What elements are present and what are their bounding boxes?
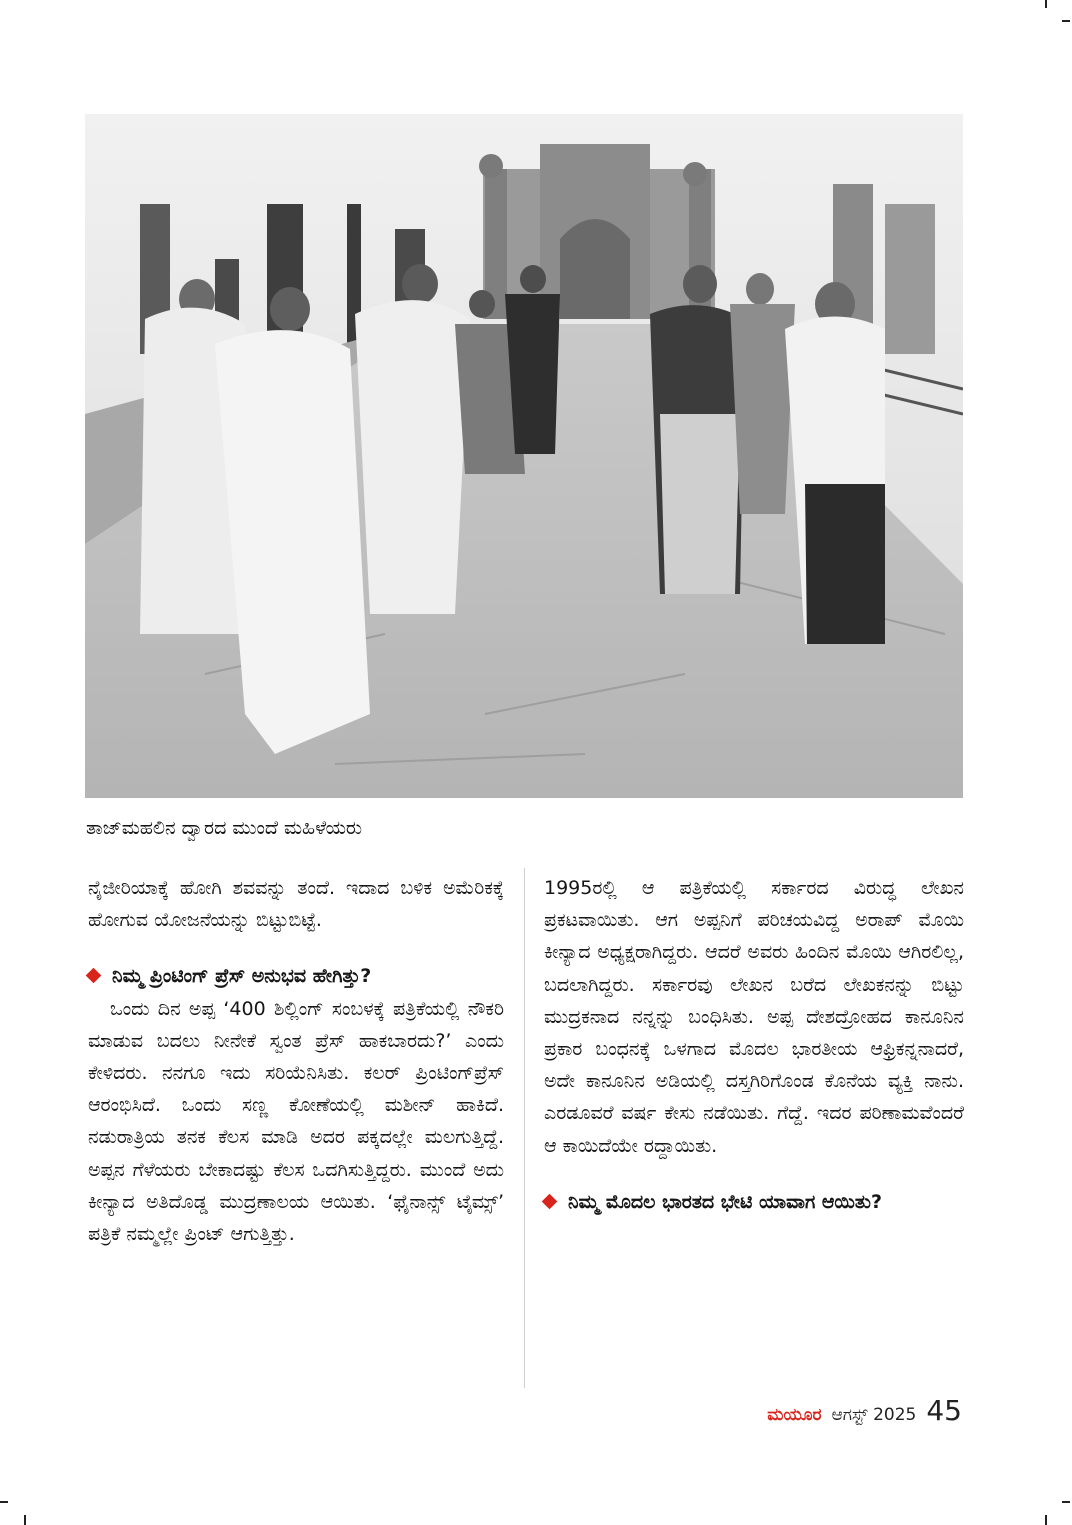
crop-mark	[1045, 0, 1047, 8]
article-column-left	[88, 872, 504, 1250]
question-text: ನಿಮ್ಮ ಪ್ರಿಂಟಿಂಗ್ ಪ್ರೆಸ್ ಅನುಭವ ಹೇಗಿತ್ತು?	[112, 965, 372, 988]
crop-mark	[1062, 20, 1070, 22]
page-number: 45	[926, 1394, 962, 1427]
crop-mark	[1045, 1515, 1047, 1525]
photo-caption: ತಾಜ್‌ಮಹಲಿನ ದ್ವಾರದ ಮುಂದೆ ಮಹಿಳೆಯರು	[86, 817, 363, 839]
paragraph: 1995ರಲ್ಲಿ ಆ ಪತ್ರಿಕೆಯಲ್ಲಿ ಸರ್ಕಾರದ ವಿರುದ್ಧ ಲೇಖನ ಪ್ರಕಟವಾಯಿತು. ಆಗ ಅಪ್ಪನಿಗೆ ಪರಿಚಯವಿದ್ದ ಅರಾಪ್ ಮೊಯಿ ಕೀನ್ಯಾದ ಅಧ್ಯಕ್ಷರಾಗಿದ್ದರು. ಆದರೆ ಅವರು ಹಿಂದಿನ ಮೊಯಿ ಆಗಿರಲಿಲ್ಲ, ಬದಲಾಗಿದ್ದರು. ಸರ್ಕಾರವು ಲೇಖನ ಬರೆದ ಲೇಖಕನನ್ನು ಬಿಟ್ಟು ಮುದ್ರಕನಾದ ನನ್ನನ್ನು ಬಂಧಿಸಿತು. ಅಪ್ಪ ದೇಶದ್ರೋಹದ ಕಾನೂನಿನ ಪ್ರಕಾರ ಬಂಧನಕ್ಕೆ ಒಳಗಾದ ಮೊದಲ ಭಾರತೀಯ ಆಫ್ರಿಕನ್ನನಾದರೆ, ಅದೇ ಕಾನೂನಿನ ಅಡಿಯಲ್ಲಿ ದಸ್ತಗಿರಿಗೊಂಡ ಕೊನೆಯ ವ್ಯಕ್ತಿ ನಾನು. ಎರಡೂವರೆ ವರ್ಷ ಕೇಸು ನಡೆಯಿತು. ಗೆದ್ದೆ. ಇದರ ಪರಿಣಾಮವೆಂದರೆ ಆ ಕಾಯಿದೆಯೇ ರದ್ದಾಯಿತು.	[544, 877, 964, 1157]
crop-mark	[0, 1501, 8, 1503]
column-divider	[524, 868, 525, 1388]
paragraph: ಒಂದು ದಿನ ಅಪ್ಪ ‘400 ಶಿಲ್ಲಿಂಗ್ ಸಂಬಳಕ್ಕೆ ಪತ್ರಿಕೆಯಲ್ಲಿ ನೌಕರಿ ಮಾಡುವ ಬದಲು ನೀನೇಕೆ ಸ್ವಂತ ಪ್ರೆಸ್ ಹಾಕಬಾರದು?’ ಎಂದು ಕೇಳಿದರು. ನನಗೂ ಇದು ಸರಿಯೆನಿಸಿತು. ಕಲರ್ ಪ್ರಿಂಟಿಂಗ್‌ಪ್ರೆಸ್ ಆರಂಭಿಸಿದೆ. ಒಂದು ಸಣ್ಣ ಕೋಣೆಯಲ್ಲಿ ಮಶೀನ್ ಹಾಕಿದೆ. ನಡುರಾತ್ರಿಯ ತನಕ ಕೆಲಸ ಮಾಡಿ ಅದರ ಪಕ್ಕದಲ್ಲೇ ಮಲಗುತ್ತಿದ್ದೆ. ಅಪ್ಪನ ಗೆಳೆಯರು ಬೇಕಾದಷ್ಟು ಕೆಲಸ ಒದಗಿಸುತ್ತಿದ್ದರು. ಮುಂದೆ ಅದು ಕೀನ್ಯಾದ ಅತಿದೊಡ್ಡ ಮುದ್ರಣಾಲಯ ಆಯಿತು. ‘ಫೈನಾನ್ಸ್ ಟೈಮ್ಸ್’ ಪತ್ರಿಕೆ ನಮ್ಮಲ್ಲೇ ಪ್ರಿಂಟ್ ಆಗುತ್ತಿತ್ತು.	[88, 997, 504, 1246]
paragraph: ನೈಜೀರಿಯಾಕ್ಕೆ ಹೋಗಿ ಶವವನ್ನು ತಂದೆ. ಇದಾದ ಬಳಿಕ ಅಮೆರಿಕಕ್ಕೆ ಹೋಗುವ ಯೋಜನೆಯನ್ನು ಬಿಟ್ಟುಬಿಟ್ಟೆ.	[88, 877, 504, 932]
crop-mark	[1062, 1501, 1070, 1503]
interview-question	[88, 960, 504, 992]
diamond-bullet-icon	[86, 968, 102, 984]
crop-mark	[24, 1515, 26, 1525]
page-footer	[767, 1394, 962, 1428]
article-photo	[85, 114, 963, 798]
question-text: ನಿಮ್ಮ ಮೊದಲ ಭಾರತದ ಭೇಟಿ ಯಾವಾಗ ಆಯಿತು?	[568, 1190, 882, 1213]
issue-date: ಆಗಸ್ಟ್ 2025	[831, 1405, 917, 1425]
interview-question	[544, 1186, 964, 1218]
article-column-right	[544, 872, 964, 1218]
diamond-bullet-icon	[542, 1194, 558, 1210]
magazine-brand: ಮಯೂರ	[767, 1405, 822, 1425]
